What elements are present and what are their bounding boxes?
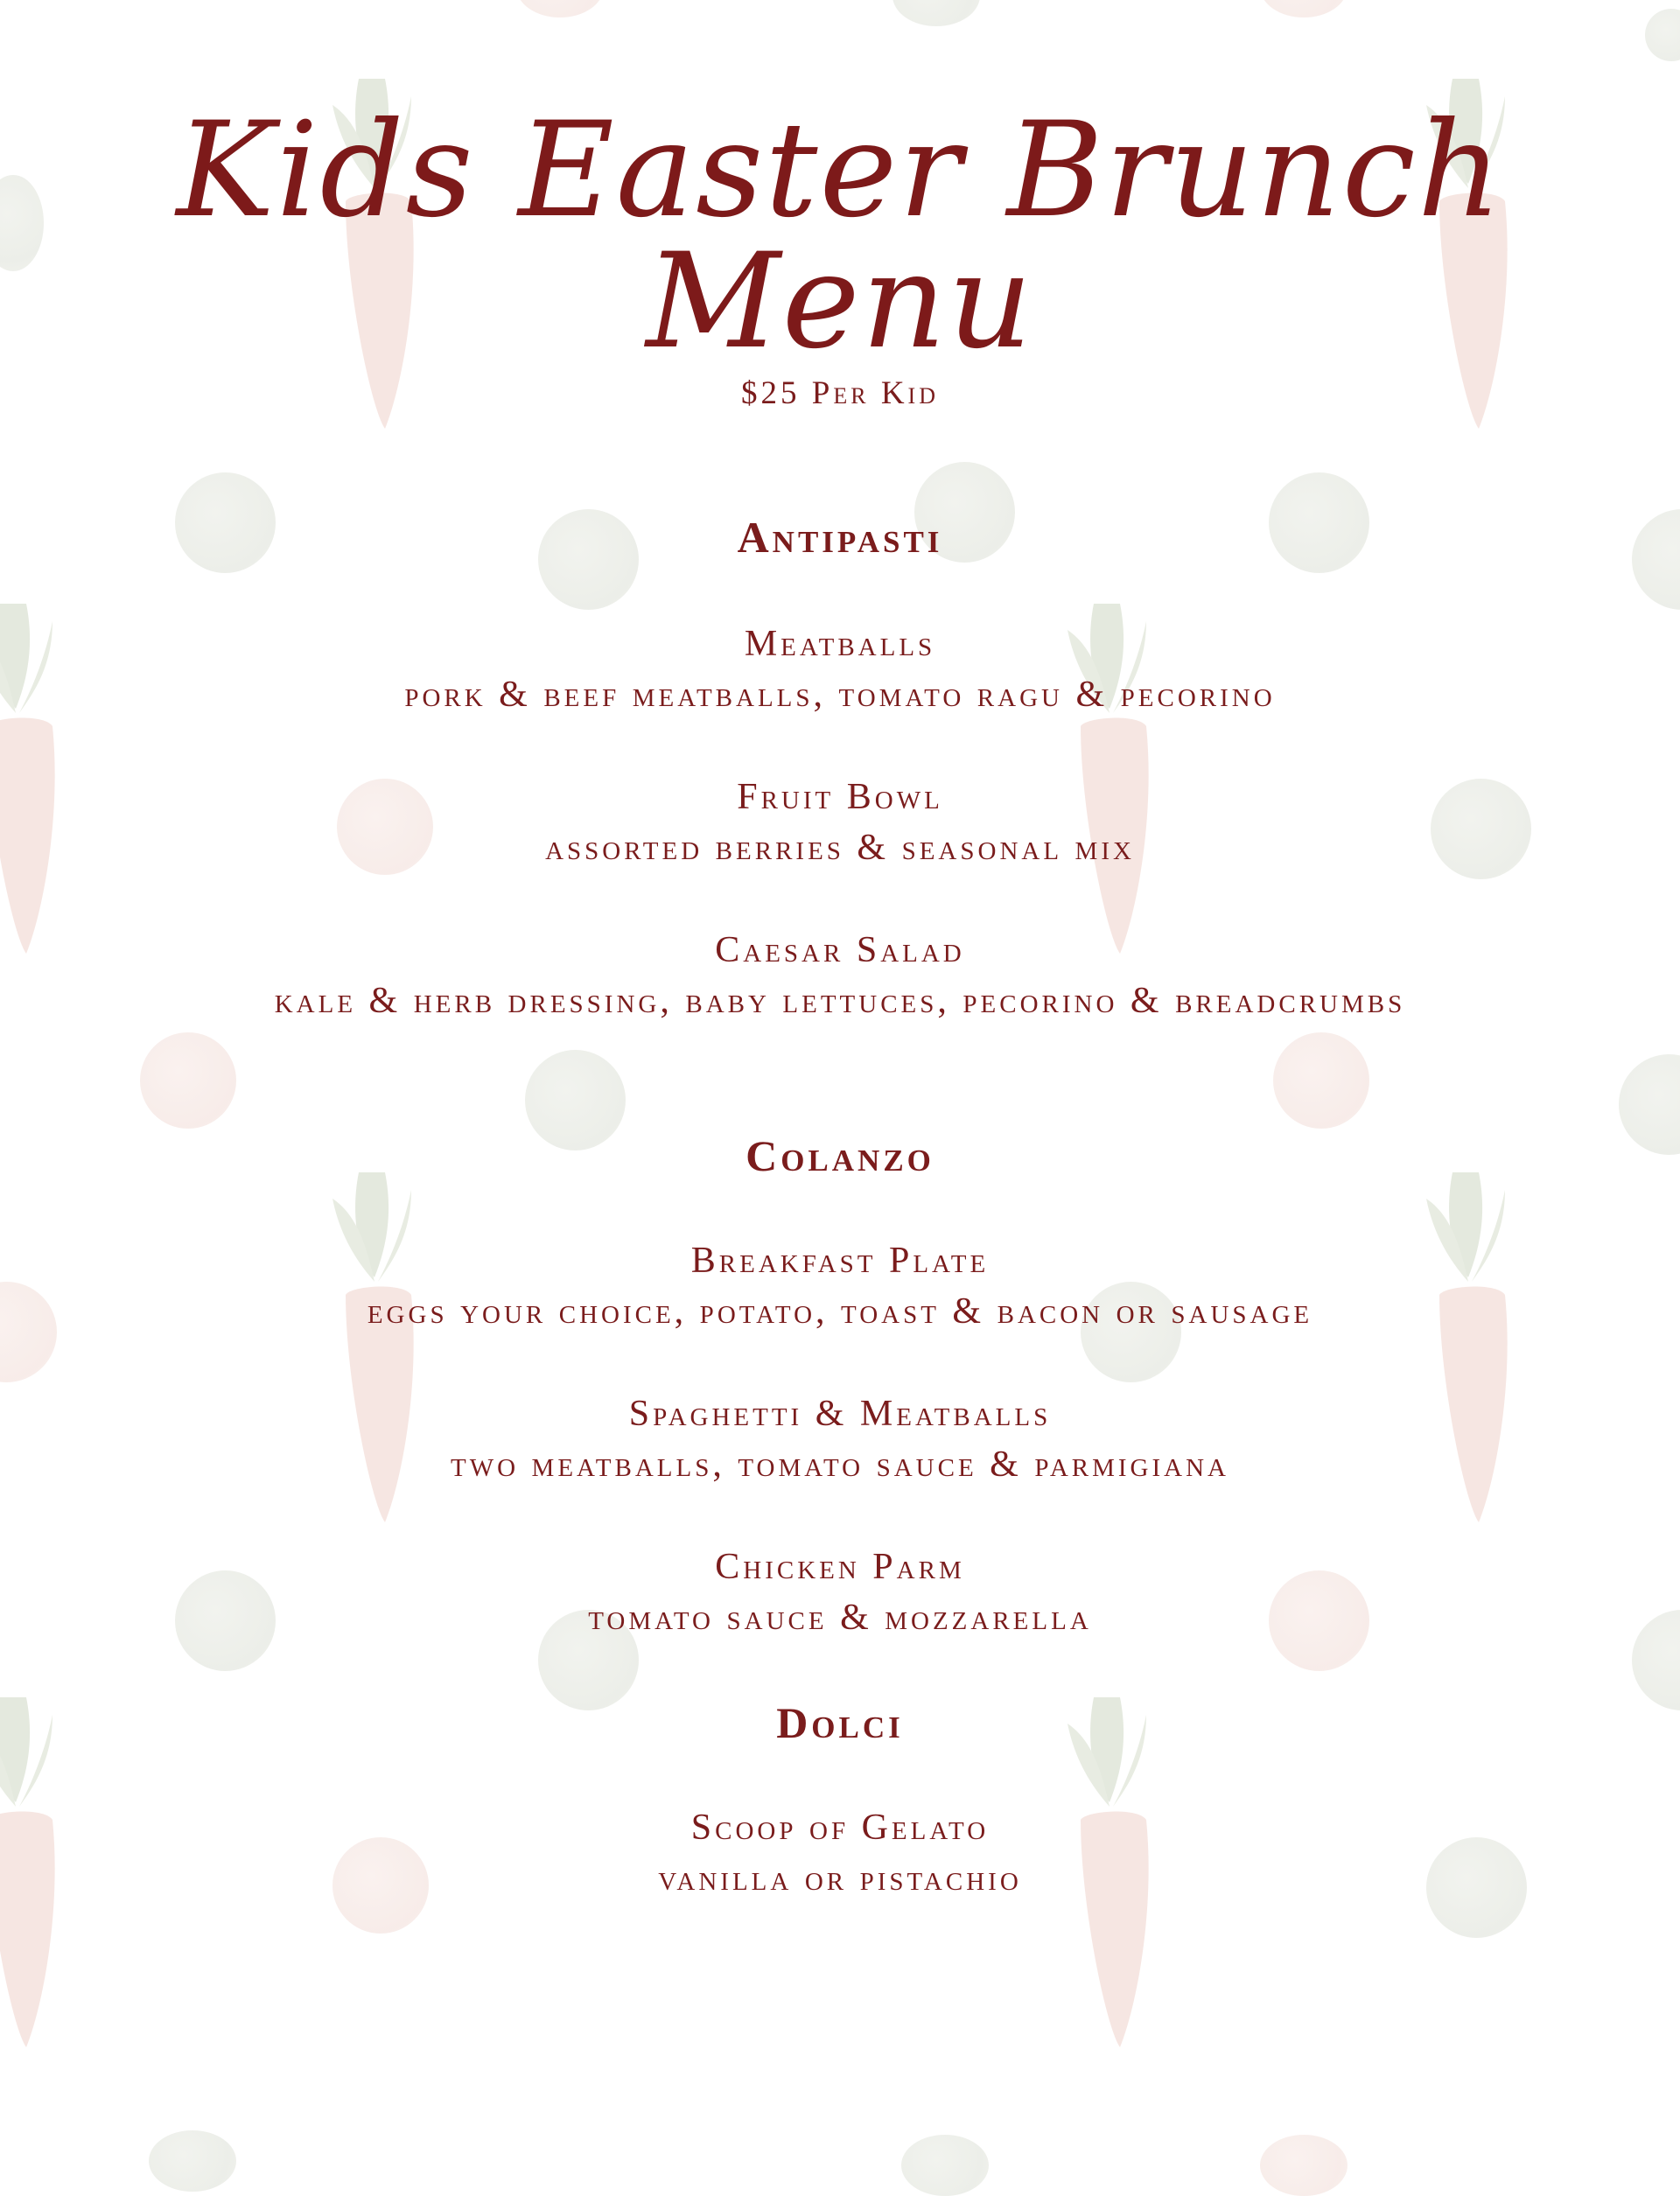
item-name: Scoop of Gelato xyxy=(690,1808,990,1848)
dot-decoration xyxy=(1273,1032,1369,1129)
item-description: pork & beef meatballs, tomato ragu & pecorino xyxy=(404,675,1276,715)
item-name: Chicken Parm xyxy=(715,1547,965,1587)
section-title-antipasti: Antipasti xyxy=(737,513,943,562)
menu-title: Kids Easter Brunch Menu xyxy=(176,94,1504,378)
menu-item xyxy=(0,1388,1680,1490)
item-description: vanilla or pistachio xyxy=(658,1858,1022,1899)
menu-item xyxy=(0,1542,1680,1643)
dot-decoration xyxy=(516,0,604,17)
item-description: eggs your choice, potato, toast & bacon or sausage xyxy=(367,1291,1313,1332)
menu-item xyxy=(0,1802,1680,1904)
item-name: Breakfast Plate xyxy=(690,1241,990,1281)
item-description: tomato sauce & mozzarella xyxy=(588,1598,1092,1638)
item-description: two meatballs, tomato sauce & parmigiana xyxy=(451,1444,1229,1485)
item-name: Fruit Bowl xyxy=(737,777,943,817)
price-per-kid: $25 Per Kid xyxy=(741,375,939,411)
item-name: Spaghetti & Meatballs xyxy=(628,1394,1052,1434)
item-name: Meatballs xyxy=(744,624,936,664)
item-description: assorted berries & seasonal mix xyxy=(545,828,1135,868)
item-description: kale & herb dressing, baby lettuces, pecorino & breadcrumbs xyxy=(274,981,1406,1021)
dot-decoration xyxy=(901,2135,989,2196)
item-name: Caesar Salad xyxy=(715,930,965,970)
dot-decoration xyxy=(892,0,980,26)
dot-decoration xyxy=(1260,0,1348,17)
menu-item xyxy=(0,772,1680,873)
section-title-dolci: Dolci xyxy=(776,1698,904,1747)
menu-item xyxy=(0,619,1680,720)
menu-item xyxy=(0,925,1680,1026)
dot-decoration xyxy=(1645,9,1680,61)
section-title-colanzo: Colanzo xyxy=(746,1131,934,1180)
dot-decoration xyxy=(140,1032,236,1129)
menu-item xyxy=(0,1235,1680,1337)
dot-decoration xyxy=(149,2130,236,2192)
dot-decoration xyxy=(1260,2135,1348,2196)
